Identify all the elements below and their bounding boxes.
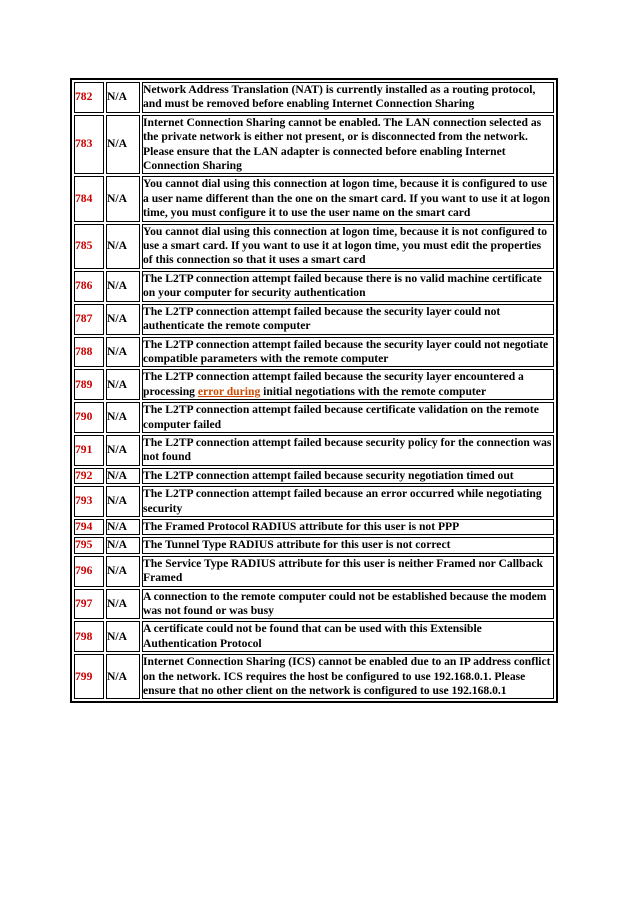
- description-text: initial negotiations with the remote computer: [260, 384, 487, 398]
- na-cell: N/A: [106, 654, 140, 699]
- error-code-table: [70, 78, 558, 703]
- na-cell: N/A: [106, 271, 140, 302]
- na-cell: N/A: [106, 369, 140, 400]
- table-row: [74, 304, 554, 335]
- error-description: The L2TP connection attempt failed because the security layer could not negotiate compatible parameters with the remote computer: [142, 337, 554, 368]
- error-description: Internet Connection Sharing (ICS) cannot be enabled due to an IP address conflict on the network. ICS requires the host be configured to use 192.168.0.1. Please ensure that no other client on the network is configured to use 192.168.0.1: [142, 654, 554, 699]
- error-code: 798: [74, 621, 104, 652]
- error-description: [142, 369, 554, 400]
- document-page: [70, 78, 558, 703]
- na-cell: N/A: [106, 621, 140, 652]
- table-row: [74, 556, 554, 587]
- table-row: [74, 369, 554, 400]
- table-row: [74, 337, 554, 368]
- error-description: You cannot dial using this connection at logon time, because it is configured to use a user name different than the one on the smart card. If you want to use it at logon time, you must configure it to use the user name on the smart card: [142, 176, 554, 221]
- error-code: 796: [74, 556, 104, 587]
- error-description: The Framed Protocol RADIUS attribute for this user is not PPP: [142, 519, 554, 535]
- error-description: The L2TP connection attempt failed because an error occurred while negotiating security: [142, 486, 554, 517]
- error-code: 794: [74, 519, 104, 535]
- error-code: 789: [74, 369, 104, 400]
- table-row: [74, 435, 554, 466]
- table-row: [74, 468, 554, 484]
- table-row: [74, 115, 554, 175]
- error-description: A connection to the remote computer could not be established because the modem was not found or was busy: [142, 589, 554, 620]
- table-row: [74, 537, 554, 553]
- error-code: 793: [74, 486, 104, 517]
- na-cell: N/A: [106, 486, 140, 517]
- error-description: Network Address Translation (NAT) is currently installed as a routing protocol, and must be removed before enabling Internet Connection Sharing: [142, 82, 554, 113]
- error-description: Internet Connection Sharing cannot be enabled. The LAN connection selected as the private network is either not present, or is disconnected from the network. Please ensure that the LAN adapter is connected before enabling Internet Connection Sharing: [142, 115, 554, 175]
- error-code: 786: [74, 271, 104, 302]
- table-row: [74, 224, 554, 269]
- error-description: The Service Type RADIUS attribute for this user is neither Framed nor Callback Framed: [142, 556, 554, 587]
- table-row: [74, 589, 554, 620]
- table-row: [74, 621, 554, 652]
- error-description: The L2TP connection attempt failed because security policy for the connection was not found: [142, 435, 554, 466]
- error-code: 797: [74, 589, 104, 620]
- error-code: 791: [74, 435, 104, 466]
- error-code: 788: [74, 337, 104, 368]
- error-code: 790: [74, 402, 104, 433]
- error-description: The L2TP connection attempt failed because the security layer could not authenticate the remote computer: [142, 304, 554, 335]
- na-cell: N/A: [106, 224, 140, 269]
- error-code: 792: [74, 468, 104, 484]
- error-code: 783: [74, 115, 104, 175]
- table-row: [74, 486, 554, 517]
- error-code: 784: [74, 176, 104, 221]
- table-row: [74, 402, 554, 433]
- na-cell: N/A: [106, 468, 140, 484]
- na-cell: N/A: [106, 176, 140, 221]
- error-code: 785: [74, 224, 104, 269]
- error-description: You cannot dial using this connection at logon time, because it is not configured to use a smart card. If you want to use it at logon time, you must edit the properties of this connection so that it uses a smart card: [142, 224, 554, 269]
- error-during-link[interactable]: error during: [197, 384, 261, 398]
- error-code: 787: [74, 304, 104, 335]
- na-cell: N/A: [106, 537, 140, 553]
- error-description: The L2TP connection attempt failed because there is no valid machine certificate on your computer for security authentication: [142, 271, 554, 302]
- na-cell: N/A: [106, 519, 140, 535]
- error-description: A certificate could not be found that can be used with this Extensible Authentication Protocol: [142, 621, 554, 652]
- na-cell: N/A: [106, 589, 140, 620]
- table-row: [74, 82, 554, 113]
- table-row: [74, 271, 554, 302]
- na-cell: N/A: [106, 337, 140, 368]
- na-cell: N/A: [106, 556, 140, 587]
- na-cell: N/A: [106, 115, 140, 175]
- error-code: 782: [74, 82, 104, 113]
- error-code: 795: [74, 537, 104, 553]
- table-row: [74, 519, 554, 535]
- table-row: [74, 176, 554, 221]
- na-cell: N/A: [106, 304, 140, 335]
- na-cell: N/A: [106, 402, 140, 433]
- na-cell: N/A: [106, 435, 140, 466]
- table-row: [74, 654, 554, 699]
- error-description: The L2TP connection attempt failed because certificate validation on the remote computer failed: [142, 402, 554, 433]
- na-cell: N/A: [106, 82, 140, 113]
- error-description: The Tunnel Type RADIUS attribute for this user is not correct: [142, 537, 554, 553]
- description-text: The L2TP connection attempt failed because the security layer encountered a processing: [143, 370, 524, 398]
- error-code: 799: [74, 654, 104, 699]
- error-description: The L2TP connection attempt failed because security negotiation timed out: [142, 468, 554, 484]
